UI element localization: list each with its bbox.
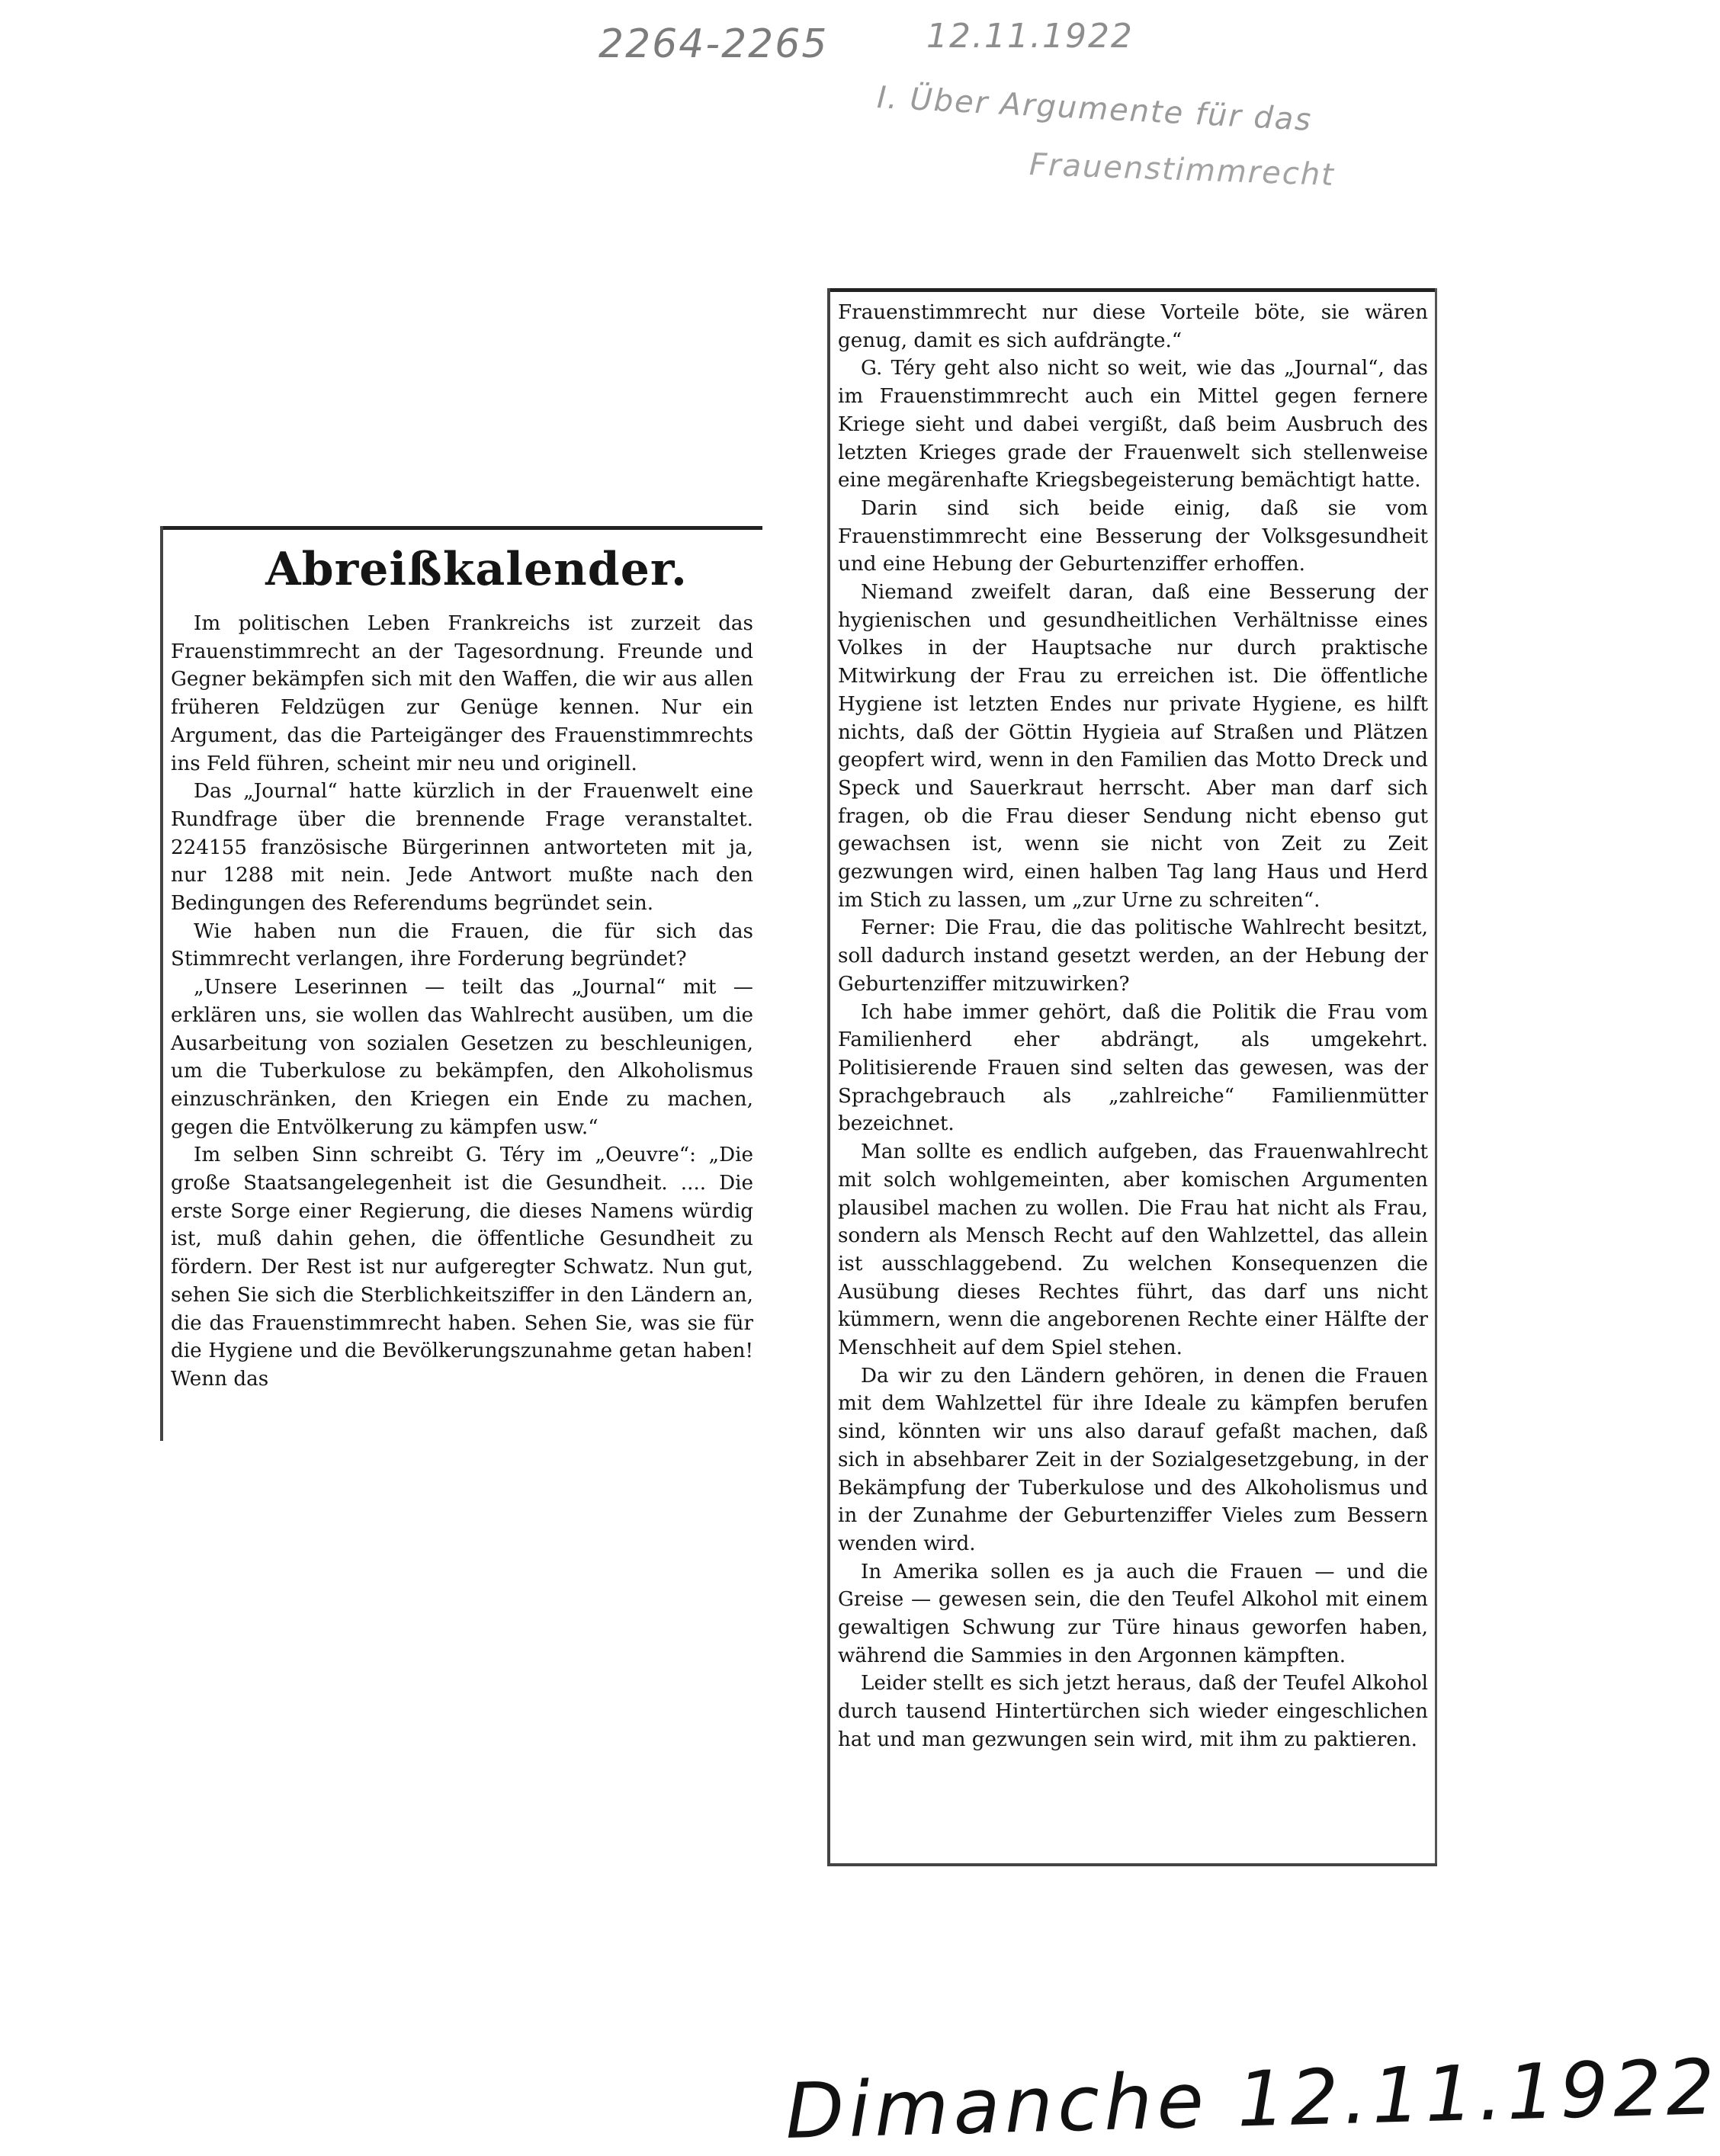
paragraph: Im selben Sinn schreibt G. Téry im „Oeuvre“: „Die große Staatsangelegenheit ist die Gesundheit. .... Die erste Sorge einer Regierung, die dieses Namens würdig ist, muß dahin gehen, die öffentliche Gesundheit zu fördern. Der Rest ist nur aufgeregter Schwatz. Nun gut, sehen Sie sich die Sterblichkeitsziffer in den Ländern an, die das Frauenstimmrecht haben. Sehen Sie, was sie für die Hygiene und die Bevölkerungszunahme getan haben! Wenn das: [171, 1144, 753, 1391]
handwritten-note-line-2: Frauenstimmrecht: [1028, 147, 1336, 193]
handwritten-note-line-1: I. Über Argumente für das: [876, 80, 1314, 138]
clipping-left-column: [160, 526, 762, 1441]
article-title: Abreißkalender.: [265, 543, 688, 596]
paragraph: Frauenstimmrecht nur diese Vorteile böte, sie wären genug, damit es sich aufdrängte.“: [838, 301, 1428, 352]
paragraph: Wie haben nun die Frauen, die für sich das Stimmrecht verlangen, ihre Forderung begründet?: [171, 919, 753, 971]
clipping-border-line: [827, 1863, 1437, 1866]
clipping-border-line: [827, 288, 830, 1866]
paragraph: Darin sind sich beide einig, daß sie vom Frauenstimmrecht eine Besserung der Volksgesundheit und eine Hebung der Geburtenziffer erhoffen.: [838, 496, 1428, 576]
paragraph: Da wir zu den Ländern gehören, in denen die Frauen mit dem Wahlzettel für ihre Ideale zu kämpfen berufen sind, könnten wir uns also darauf gefaßt machen, daß sich in absehbarer Zeit in der Sozialgesetzgebung, in der Bekämpfung der Tuberkulose und des Alkoholismus und in der Zunahme der Geburtenziffer Vieles zum Bessern wenden wird.: [838, 1364, 1428, 1555]
paragraph: Das „Journal“ hatte kürzlich in der Frauenwelt eine Rundfrage über die brennende Frage veranstaltet. 224155 französische Bürgerinnen antworteten mit ja, nur 1288 mit nein. Jede Antwort mußte nach den Bedingungen des Referendums begründet sein.: [171, 780, 753, 916]
paragraph: Leider stellt es sich jetzt heraus, daß der Teufel Alkohol durch tausend Hintertürchen sich wieder eingeschlichen hat und man gezwungen sein wird, mit ihm zu paktieren.: [838, 1672, 1428, 1751]
paragraph: Ich habe immer gehört, daß die Politik die Frau vom Familienherd eher abdrängt, als umgekehrt. Politisierende Frauen sind selten das gewesen, was der Sprachgebrauch als „zahlreiche“ Familienmütter bezeichnet.: [838, 1000, 1428, 1136]
paragraph: „Unsere Leserinnen — teilt das „Journal“ mit — erklären uns, sie wollen das Wahlrecht ausüben, um die Ausarbeitung von sozialen Gesetzen zu beschleunigen, um die Tuberkulose zu bekämpfen, den Alkoholismus einzuschränken, den Kriegen ein Ende zu machen, gegen die Entvölkerung zu kämpfen usw.“: [171, 976, 753, 1139]
clipping-border-line: [160, 526, 163, 1441]
paragraph: G. Téry geht also nicht so weit, wie das „Journal“, das im Frauenstimmrecht auch ein Mittel gegen fernere Kriege sieht und dabei vergißt, daß beim Ausbruch des letzten Krieges grade der Frauenwelt sich stellenweise eine megärenhafte Kriegsbegeisterung bemächtigt hatte.: [838, 357, 1428, 492]
archive-date-annotation: 12.11.1922: [926, 17, 1134, 56]
paragraph: Niemand zweifelt daran, daß eine Besserung der hygienischen und gesundheitlichen Verhältnisse eines Volkes in der Hauptsache nur durch praktische Mitwirkung der Frau zu erreichen ist. Die öffentliche Hygiene ist letzten Endes nur private Hygiene, es hilft nichts, daß der Göttin Hygieia auf Straßen und Plätzen geopfert wird, wenn in den Familien das Motto Dreck und Speck und Sauerkraut herrscht. Aber man darf sich fragen, ob die Frau dieser Sendung nicht ebenso gut gewachsen ist, wenn sie nicht von Zeit zu Zeit gezwungen wird, einen halben Tag lang Haus und Herd im Stich zu lassen, um „zur Urne zu schreiten“.: [838, 581, 1428, 912]
clipping-border-line: [160, 526, 762, 530]
paragraph: In Amerika sollen es ja auch die Frauen — und die Greise — gewesen sein, die den Teufel Alkohol mit einem gewaltigen Schwung zur Türe hinaus geworfen haben, während die Sammies in den Argonnen kämpften.: [838, 1560, 1428, 1667]
handwritten-date-note: Dimanche 12.11.1922: [784, 2042, 1720, 2156]
clipping-right-column: [827, 288, 1437, 1866]
article-body-right: [838, 299, 1428, 1754]
clipping-border-line: [827, 288, 1437, 292]
archive-number-annotation: 2264-2265: [598, 21, 829, 67]
article-body-left: [171, 610, 753, 1394]
paragraph: Ferner: Die Frau, die das politische Wahlrecht besitzt, soll dadurch instand gesetzt werden, an der Hebung der Geburtenziffer mitzuwirken?: [838, 916, 1428, 996]
paragraph: Im politischen Leben Frankreichs ist zurzeit das Frauenstimmrecht an der Tagesordnung. Freunde und Gegner bekämpfen sich mit den Waffen, die wir aus allen früheren Feldzügen zur Genüge kennen. Nur ein Argument, das die Parteigänger des Frauenstimmrechts ins Feld führen, scheint mir neu und originell.: [171, 612, 753, 775]
paragraph: Man sollte es endlich aufgeben, das Frauenwahlrecht mit solch wohlgemeinten, aber komischen Argumenten plausibel machen zu wollen. Die Frau hat nicht als Frau, sondern als Mensch Recht auf den Wahlzettel, das allein ist ausschlaggebend. Zu welchen Konsequenzen die Ausübung dieses Rechtes führt, das darf uns nicht kümmern, wenn die angeborenen Rechte einer Hälfte der Menschheit auf dem Spiel stehen.: [838, 1141, 1428, 1360]
clipping-border-line: [1435, 288, 1437, 1866]
